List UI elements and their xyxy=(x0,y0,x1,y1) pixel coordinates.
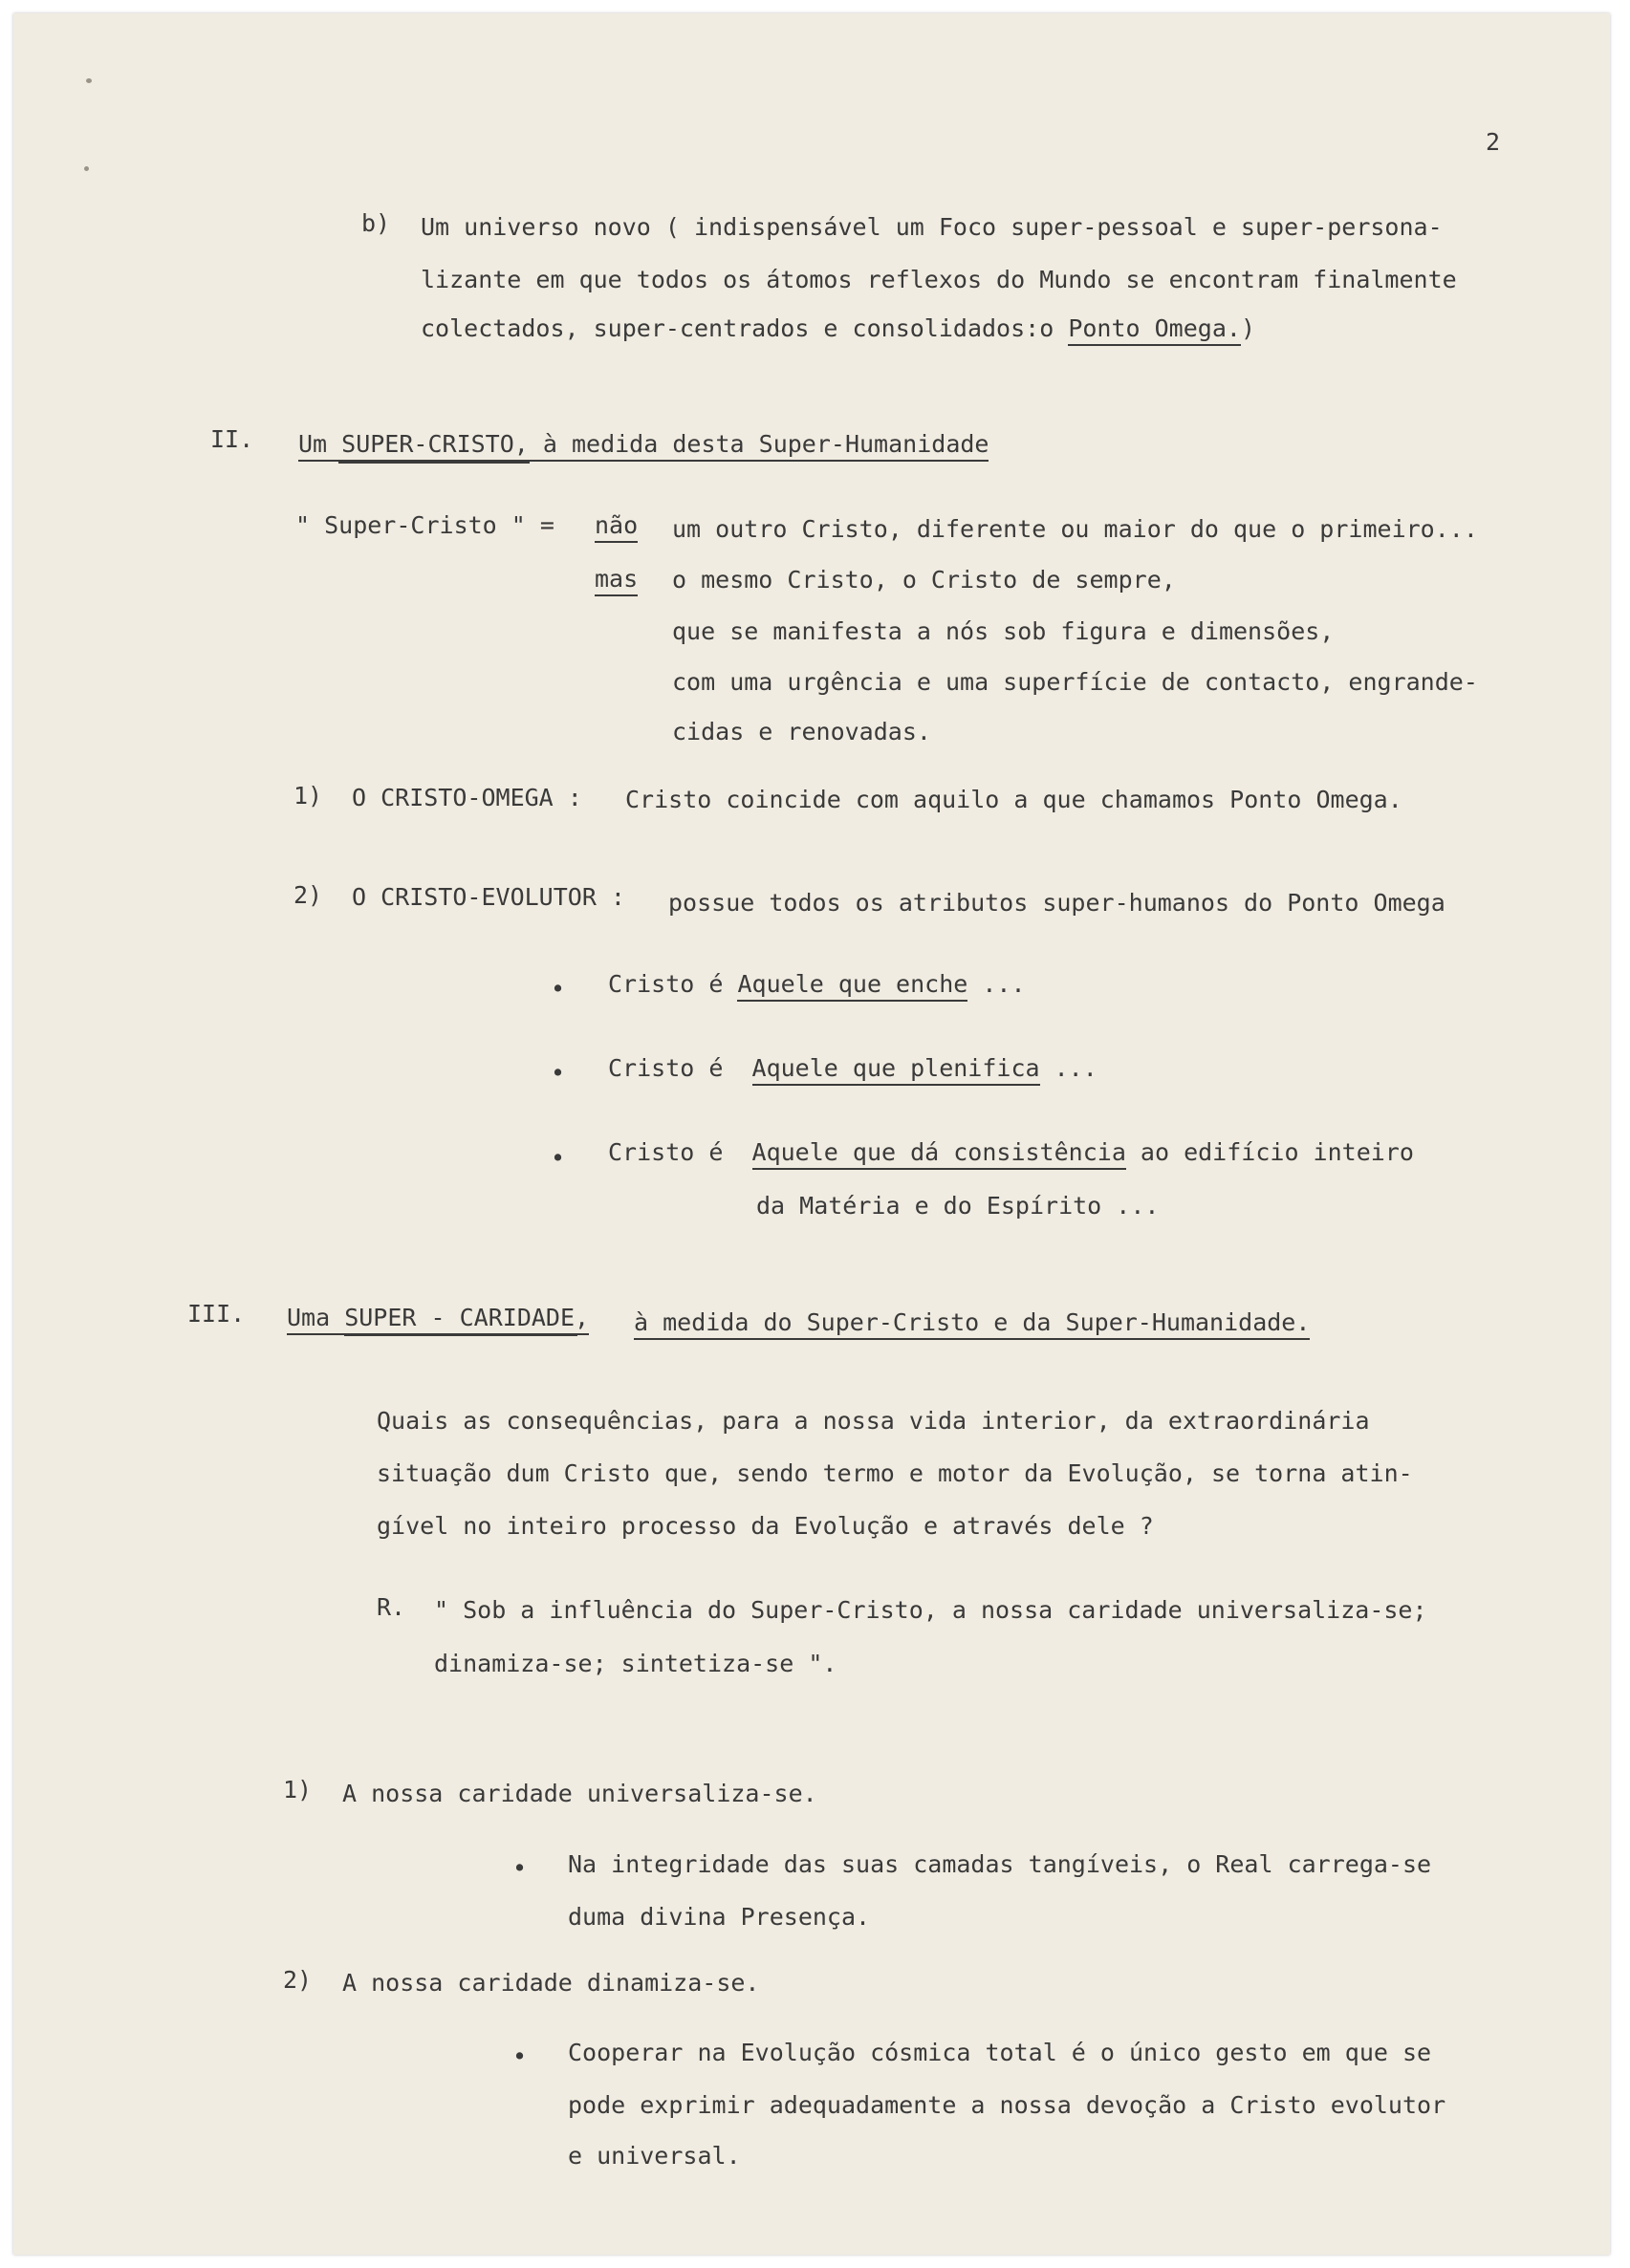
section-b-line-3: colectados, super-centrados e consolidados:o Ponto Omega.) xyxy=(421,316,1255,340)
point-2-bullet: • xyxy=(512,2042,528,2070)
heading-double-underline xyxy=(338,462,530,464)
point-1-number: 1) xyxy=(283,1776,313,1804)
question-line-3: gível no inteiro processo da Evolução e através dele ? xyxy=(377,1512,1154,1540)
answer-line-2: dinamiza-se; sintetiza-se ". xyxy=(434,1650,837,1677)
section-b-line-2: lizante em que todos os átomos reflexos do Mundo se encontram finalmente xyxy=(421,266,1457,293)
point-1-bullet-line-2: duma divina Presença. xyxy=(568,1903,871,1931)
paper-speck xyxy=(86,78,92,83)
section-iii-heading-b: à medida do Super-Cristo e da Super-Humanidade. xyxy=(634,1310,1310,1334)
section-ii-heading: Um SUPER-CRISTO, à medida desta Super-Humanidade xyxy=(298,432,989,456)
bullet-3-line-2: da Matéria e do Espírito ... xyxy=(756,1192,1160,1220)
definition-term: " Super-Cristo " = xyxy=(295,511,554,539)
point-2-bullet-line-1: Cooperar na Evolução cósmica total é o único gesto em que se xyxy=(568,2039,1432,2066)
page-number: 2 xyxy=(1486,128,1501,156)
bullet-2-text: Cristo é Aquele que plenifica ... xyxy=(608,1056,1098,1080)
section-ii-numeral: II. xyxy=(210,425,254,453)
point-1-bullet: • xyxy=(512,1854,528,1882)
item-2-label: O CRISTO-EVOLUTOR : xyxy=(352,883,625,911)
section-b-line-1: Um universo novo ( indispensável um Foco super-pessoal e super-persona- xyxy=(421,213,1443,241)
answer-line-1: " Sob a influência do Super-Cristo, a nossa caridade universaliza-se; xyxy=(434,1596,1427,1624)
mas-line-2: que se manifesta a nós sob figura e dimensões, xyxy=(672,617,1335,645)
section-iii-numeral: III. xyxy=(187,1300,246,1328)
item-1-number: 1) xyxy=(293,782,323,810)
mas-line-3: com uma urgência e uma superfície de contacto, engrande- xyxy=(672,668,1478,696)
bullet-1-text: Cristo é Aquele que enche ... xyxy=(608,972,1026,996)
point-1-text: A nossa caridade universaliza-se. xyxy=(342,1780,817,1807)
mas-line-1: o mesmo Cristo, o Cristo de sempre, xyxy=(672,566,1176,594)
question-line-2: situação dum Cristo que, sendo termo e motor da Evolução, se torna atin- xyxy=(377,1459,1413,1487)
nao-text: um outro Cristo, diferente ou maior do que o primeiro... xyxy=(672,515,1478,543)
point-2-text: A nossa caridade dinamiza-se. xyxy=(342,1969,760,1997)
point-1-bullet-line-1: Na integridade das suas camadas tangíveis, o Real carrega-se xyxy=(568,1850,1432,1878)
heading-double-underline xyxy=(344,1334,577,1336)
point-2-bullet-line-2: pode exprimir adequadamente a nossa devoção a Cristo evolutor xyxy=(568,2091,1446,2119)
item-1-label: O CRISTO-OMEGA : xyxy=(352,784,582,811)
document-page xyxy=(13,13,1610,2255)
section-iii-heading-a: Uma SUPER - CARIDADE, xyxy=(287,1306,589,1329)
paper-speck xyxy=(84,166,89,171)
point-2-number: 2) xyxy=(283,1966,313,1994)
item-1-text: Cristo coincide com aquilo a que chamamos Ponto Omega. xyxy=(625,786,1402,813)
ponto-omega-underlined: Ponto Omega. xyxy=(1068,314,1241,346)
section-b-label: b) xyxy=(361,209,391,237)
bullet-2-dot: • xyxy=(551,1059,566,1087)
item-2-number: 2) xyxy=(293,881,323,909)
point-2-bullet-line-3: e universal. xyxy=(568,2142,741,2170)
mas-label: mas xyxy=(595,567,638,591)
nao-label: não xyxy=(595,513,638,537)
item-2-text: possue todos os atributos super-humanos do Ponto Omega xyxy=(668,889,1445,917)
question-line-1: Quais as consequências, para a nossa vida interior, da extraordinária xyxy=(377,1407,1370,1435)
bullet-3-text: Cristo é Aquele que dá consistência ao edifício inteiro xyxy=(608,1140,1414,1164)
bullet-3-dot: • xyxy=(551,1144,566,1172)
mas-line-4: cidas e renovadas. xyxy=(672,718,931,745)
bullet-1-dot: • xyxy=(551,975,566,1003)
answer-label: R. xyxy=(377,1593,406,1621)
